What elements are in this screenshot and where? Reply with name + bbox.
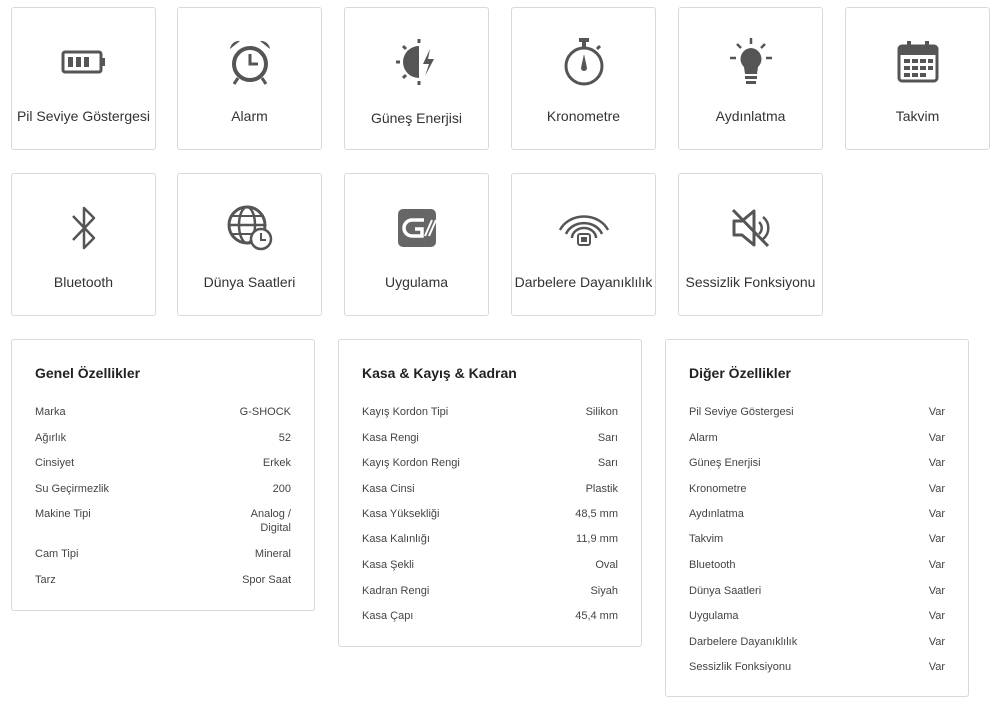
card-title: Kasa & Kayış & Kadran bbox=[362, 365, 517, 381]
spec-key: Kayış Kordon Tipi bbox=[362, 406, 449, 418]
spec-value: Spor Saat bbox=[242, 574, 291, 586]
spec-key: Kadran Rengi bbox=[362, 585, 430, 597]
spec-row bbox=[689, 558, 945, 572]
spec-key: Kasa Şekli bbox=[362, 559, 414, 571]
spec-row bbox=[362, 609, 618, 623]
solar-energy-icon bbox=[345, 36, 488, 88]
spec-key: Güneş Enerjisi bbox=[689, 457, 761, 469]
spec-value: Var bbox=[928, 559, 945, 571]
spec-row bbox=[35, 431, 291, 445]
spec-key: Kasa Rengi bbox=[362, 432, 419, 444]
feature-label: Takvim bbox=[895, 108, 940, 124]
feature-label: Kronometre bbox=[546, 108, 621, 124]
spec-value: 11,9 mm bbox=[576, 533, 618, 545]
battery-icon bbox=[12, 36, 155, 88]
case-strap-dial-card bbox=[338, 339, 642, 647]
feature-tile-light[interactable] bbox=[678, 7, 823, 150]
feature-label: Dünya Saatleri bbox=[203, 274, 296, 290]
spec-row bbox=[689, 584, 945, 598]
spec-key: Kasa Kalınlığı bbox=[362, 533, 430, 545]
spec-value: 45,4 mm bbox=[575, 610, 618, 622]
spec-row bbox=[689, 456, 945, 470]
spec-key: Takvim bbox=[689, 533, 724, 545]
spec-value: Erkek bbox=[262, 457, 291, 469]
spec-value: Plastik bbox=[585, 483, 618, 495]
spec-key: Pil Seviye Göstergesi bbox=[689, 406, 794, 418]
spec-key: Aydınlatma bbox=[689, 508, 744, 520]
feature-label: Uygulama bbox=[384, 274, 449, 290]
spec-row bbox=[689, 482, 945, 496]
feature-tile-shock[interactable] bbox=[511, 173, 656, 316]
feature-tile-bluetooth[interactable] bbox=[11, 173, 156, 316]
spec-row bbox=[362, 431, 618, 445]
card-title: Diğer Özellikler bbox=[689, 365, 791, 381]
spec-row bbox=[362, 507, 618, 521]
spec-key: Dünya Saatleri bbox=[689, 585, 762, 597]
spec-value: Sarı bbox=[597, 457, 618, 469]
light-bulb-icon bbox=[679, 36, 822, 88]
spec-row bbox=[362, 405, 618, 419]
mute-icon bbox=[679, 202, 822, 254]
spec-row bbox=[35, 547, 291, 561]
spec-value: G-SHOCK bbox=[239, 406, 291, 418]
spec-value: Mineral bbox=[254, 548, 291, 560]
spec-row bbox=[689, 635, 945, 649]
spec-key: Bluetooth bbox=[689, 559, 736, 571]
general-specs-card bbox=[11, 339, 315, 611]
spec-value: Var bbox=[928, 457, 945, 469]
feature-tile-alarm[interactable] bbox=[177, 7, 322, 150]
feature-tile-stopwatch[interactable] bbox=[511, 7, 656, 150]
spec-key: Ağırlık bbox=[35, 432, 67, 444]
feature-label: Darbelere Dayanıklılık bbox=[514, 274, 653, 290]
spec-key: Cam Tipi bbox=[35, 548, 79, 560]
feature-label: Aydınlatma bbox=[715, 108, 786, 124]
spec-key: Sessizlik Fonksiyonu bbox=[689, 661, 792, 673]
bluetooth-icon bbox=[12, 202, 155, 254]
spec-key: Uygulama bbox=[689, 610, 739, 622]
spec-value: Var bbox=[928, 533, 945, 545]
spec-value: Var bbox=[928, 636, 945, 648]
spec-value: Var bbox=[928, 483, 945, 495]
card-title: Genel Özellikler bbox=[35, 365, 141, 381]
spec-value: Var bbox=[928, 432, 945, 444]
spec-value bbox=[251, 507, 291, 535]
feature-tile-calendar[interactable] bbox=[845, 7, 990, 150]
app-icon bbox=[345, 202, 488, 254]
spec-value-line1: Analog / bbox=[250, 508, 291, 520]
spec-row bbox=[35, 482, 291, 496]
spec-row bbox=[689, 660, 945, 674]
spec-value: Var bbox=[928, 661, 945, 673]
spec-row bbox=[362, 584, 618, 598]
spec-value: Silikon bbox=[585, 406, 618, 418]
feature-tile-app[interactable] bbox=[344, 173, 489, 316]
spec-key: Darbelere Dayanıklılık bbox=[689, 636, 798, 648]
spec-key: Kayış Kordon Rengi bbox=[362, 457, 460, 469]
feature-label: Güneş Enerjisi bbox=[370, 110, 463, 126]
feature-label: Sessizlik Fonksiyonu bbox=[685, 274, 816, 290]
spec-value: Var bbox=[928, 585, 945, 597]
spec-row bbox=[35, 456, 291, 470]
spec-value: Sarı bbox=[597, 432, 618, 444]
spec-key: Makine Tipi bbox=[35, 508, 91, 520]
feature-tile-battery[interactable] bbox=[11, 7, 156, 150]
spec-row bbox=[35, 405, 291, 419]
spec-key: Su Geçirmezlik bbox=[35, 483, 109, 495]
feature-tile-mute[interactable] bbox=[678, 173, 823, 316]
spec-value: Var bbox=[928, 508, 945, 520]
spec-row bbox=[689, 431, 945, 445]
spec-value: Oval bbox=[595, 559, 618, 571]
spec-key: Kronometre bbox=[689, 483, 747, 495]
spec-key: Tarz bbox=[35, 574, 56, 586]
spec-row bbox=[689, 609, 945, 623]
spec-row bbox=[689, 532, 945, 546]
spec-row bbox=[689, 507, 945, 521]
spec-key: Marka bbox=[35, 406, 66, 418]
spec-value: 48,5 mm bbox=[575, 508, 618, 520]
feature-tile-world-time[interactable] bbox=[177, 173, 322, 316]
feature-tile-solar[interactable] bbox=[344, 7, 489, 150]
spec-key: Kasa Cinsi bbox=[362, 483, 415, 495]
spec-row bbox=[35, 507, 291, 535]
alarm-clock-icon bbox=[178, 36, 321, 88]
calendar-icon bbox=[846, 36, 989, 88]
feature-label: Pil Seviye Göstergesi bbox=[16, 108, 151, 124]
stopwatch-icon bbox=[512, 36, 655, 88]
spec-value: 52 bbox=[278, 432, 291, 444]
spec-key: Kasa Yüksekliği bbox=[362, 508, 440, 520]
spec-key: Kasa Çapı bbox=[362, 610, 414, 622]
spec-row bbox=[35, 573, 291, 587]
spec-key: Alarm bbox=[689, 432, 718, 444]
spec-value: 200 bbox=[272, 483, 291, 495]
world-time-icon bbox=[178, 202, 321, 254]
spec-value: Var bbox=[928, 610, 945, 622]
spec-row bbox=[362, 558, 618, 572]
feature-label: Bluetooth bbox=[53, 274, 114, 290]
spec-value: Var bbox=[928, 406, 945, 418]
feature-label: Alarm bbox=[231, 108, 268, 124]
other-specs-card bbox=[665, 339, 969, 697]
spec-row bbox=[362, 482, 618, 496]
spec-value: Siyah bbox=[590, 585, 618, 597]
spec-key: Cinsiyet bbox=[35, 457, 75, 469]
spec-row bbox=[362, 456, 618, 470]
spec-row bbox=[689, 405, 945, 419]
spec-row bbox=[362, 532, 618, 546]
spec-value-line2: Digital bbox=[260, 522, 291, 534]
shock-resist-icon bbox=[512, 202, 655, 254]
